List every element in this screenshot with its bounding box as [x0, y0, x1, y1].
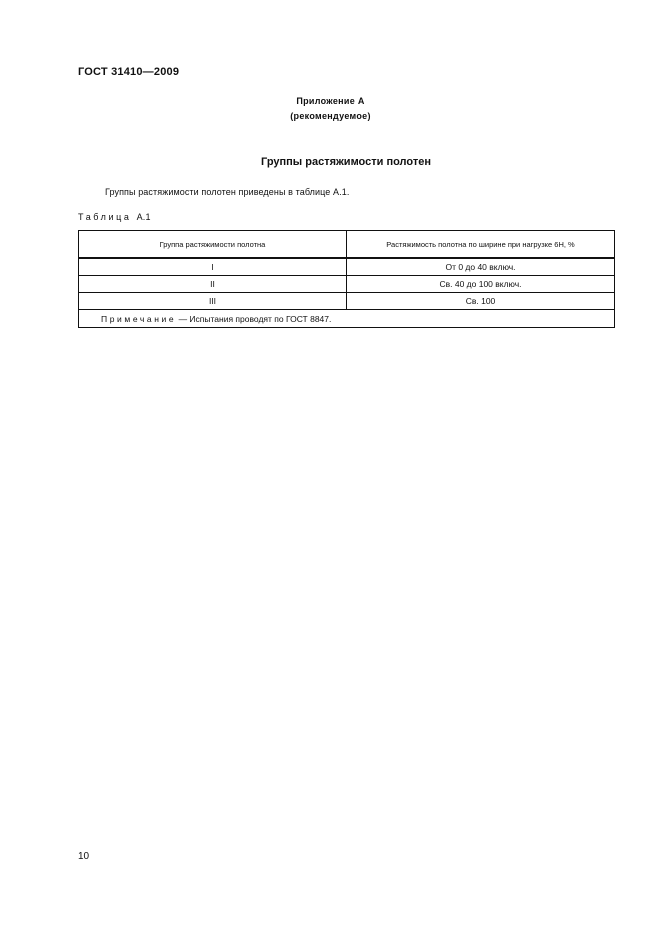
table-note-row — [79, 310, 615, 328]
stretch-groups-table — [78, 230, 615, 328]
table-row — [79, 258, 615, 276]
table-caption-number: А.1 — [136, 212, 151, 222]
annex-heading — [0, 94, 661, 124]
section-title: Группы растяжимости полотен — [261, 156, 431, 168]
table-caption-word: Таблица — [78, 212, 132, 222]
cell-group: I — [79, 258, 347, 276]
standard-code: ГОСТ 31410—2009 — [78, 66, 180, 78]
column-header-group: Группа растяжимости полотна — [79, 231, 347, 259]
table-header-row — [79, 231, 615, 259]
cell-stretch: Св. 40 до 100 включ. — [347, 276, 615, 293]
cell-stretch: От 0 до 40 включ. — [347, 258, 615, 276]
table-note — [79, 310, 615, 328]
table-caption — [78, 212, 151, 222]
cell-group: III — [79, 293, 347, 310]
note-text: — Испытания проводят по ГОСТ 8847. — [176, 313, 332, 324]
cell-group: II — [79, 276, 347, 293]
table-row — [79, 276, 615, 293]
intro-paragraph: Группы растяжимости полотен приведены в таблице А.1. — [105, 187, 350, 197]
table-row — [79, 293, 615, 310]
annex-title: Приложение А — [296, 96, 365, 106]
note-label: Примечание — [101, 313, 177, 324]
cell-stretch: Св. 100 — [347, 293, 615, 310]
page-number: 10 — [78, 851, 90, 862]
column-header-stretch: Растяжимость полотна по ширине при нагрузке 6Н, % — [347, 231, 615, 259]
annex-status: (рекомендуемое) — [290, 111, 371, 121]
